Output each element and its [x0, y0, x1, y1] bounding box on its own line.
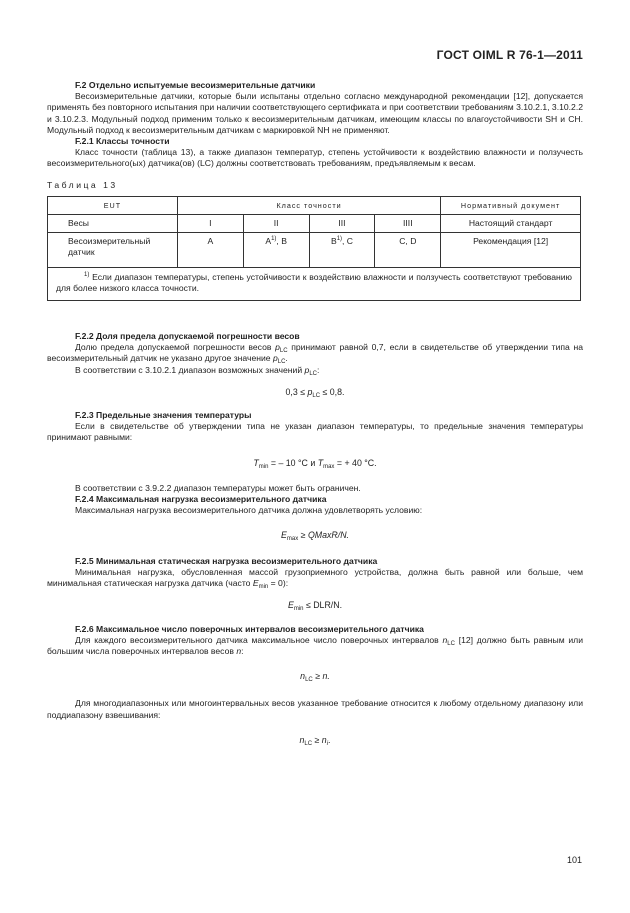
formula-part: ≥ n [314, 734, 327, 745]
cell-class-1: I [177, 215, 243, 233]
formula-plc-range [47, 387, 583, 398]
cell-lc-class-3 [309, 233, 375, 267]
table-caption: Таблица 13 [47, 179, 118, 190]
cell-lc-class-3-rest: , C [342, 236, 354, 247]
subscript-lc: LC [305, 677, 313, 684]
table-footnote [48, 267, 581, 300]
section-heading-f21: F.2.1 Классы точности [75, 136, 170, 147]
subscript-lc: LC [277, 359, 286, 366]
header-normative-doc: Нормативный документ [441, 196, 581, 214]
formula-temperature [47, 458, 583, 469]
text-run: Для каждого весоизмерительного датчика максимальное число поверочных интервалов [75, 634, 439, 645]
subscript-lc: LC [309, 370, 317, 377]
section-heading-f23: F.2.3 Предельные значения температуры [75, 410, 252, 421]
paragraph-f21: Класс точности (таблица 13), а также диапазон температур, степень устойчивости к воздействию влажности и ползучесть весоизмерительного(ых) датчика(ов) (LC) должны соответствовать требованиям, предъявляемым к весам. [47, 147, 583, 169]
subscript-lc: LC [447, 640, 455, 647]
symbol-p: p [272, 353, 278, 364]
formula-part: = + 40 °С. [336, 457, 377, 468]
formula-nlc-ni: $n_{LC} \ge n_i$. [299, 734, 331, 747]
cell-lc-class-2 [243, 233, 309, 267]
cell-norm-recommendation: Рекомендация [12] [441, 233, 581, 267]
formula-part: 0,3 ≤ [285, 386, 306, 397]
section-heading-f24: F.2.4 Максимальная нагрузка весоизмерительного датчика [75, 494, 327, 505]
paragraph-f22-1: Долю предела допускаемой погрешности весов $p_{LC}$ принимают равной 0,7, если в свидетельстве об утверждении типа на весоизмерительный датчик не указано другое значение $p_{LC}$. [47, 342, 583, 366]
header-accuracy-class: Класс точности [177, 196, 440, 214]
table-row [48, 215, 581, 233]
subscript-max: max [286, 536, 299, 543]
paragraph-f24: Максимальная нагрузка весоизмерительного датчика должна удовлетворять условию: [75, 505, 423, 516]
cell-eut-loadcell: Весоизмерительный датчик [48, 233, 178, 267]
subscript-lc: LC [304, 740, 313, 747]
symbol-t: T [253, 457, 259, 468]
page-content [47, 80, 583, 758]
paragraph-f26-1: Для каждого весоизмерительного датчика максимальное число поверочных интервалов $n_{LC}$ [12] должно быть равным или большим числа поверочных интервалов весов n: [47, 634, 583, 656]
subscript-min: min [293, 606, 304, 613]
footnote-mark: 1) [84, 271, 90, 278]
paragraph-f26-2: Для многодиапазонных или многоинтервальных весов указанное требование относится к любому отдельному диапазону или поддиапазону взвешивания: [47, 698, 583, 720]
paragraph-f25 [47, 567, 583, 589]
text-run: принимают равной 0,7, если в свидетельстве об утверждении типа на весоизмерительный датчик не указано другое значение [47, 342, 583, 364]
symbol-n: n [300, 671, 306, 682]
cell-class-3: III [309, 215, 375, 233]
symbol-e: E [252, 578, 259, 589]
footnote-text: Если диапазон температуры, степень устойчивости к воздействию влажности и ползучесть соответствуют требованию для более низкого класса точности. [56, 271, 572, 293]
formula-part: ≥ QMaxR/N. [300, 530, 349, 541]
paragraph-f2: Весоизмерительные датчики, которые были испытаны отдельно согласно международной рекомендации [12], допускается применять без повторного испытания при наличии соответствующего сертификата и при соответствии требованиям 3.10.2.1, 3.10.2.2 и 3.10.2.3. Модульный подход применим только к весоизмерительным датчикам, имеющим классы по влагоустойчивости SH и CH. Модульный подход к весоизмерительным датчикам с маркировкой NH не применяют. [47, 91, 583, 135]
cell-lc-class-2-main: A [265, 236, 272, 247]
cell-class-4: IIII [375, 215, 441, 233]
symbol-p: p [304, 364, 310, 375]
subscript-lc: LC [279, 348, 288, 355]
footnote-mark: 1) [271, 236, 277, 243]
paragraph-f22-2: В соответствии с 3.10.2.1 диапазон возможных значений $p_{LC}$: [75, 364, 320, 377]
page-number: 101 [566, 855, 582, 865]
subscript-i: i [326, 740, 329, 747]
text-run: [12] должно быть равным или большим числа поверочных интервалов весов [47, 634, 583, 656]
cell-lc-class-4: C, D [375, 233, 441, 267]
cell-lc-class-3-main: B [330, 236, 337, 247]
text-run: В соответствии с 3.10.2.1 диапазон возможных значений [75, 364, 303, 375]
header-eut: EUT [48, 196, 178, 214]
cell-class-2: II [243, 215, 309, 233]
paragraph-f23: Если в свидетельстве об утверждении типа не указан диапазон температуры, то предельные значения температуры принимают равными: [47, 421, 583, 443]
text-run: Минимальная нагрузка, обусловленная массой грузоприемного устройства, должна быть равной или больше, чем минимальная статическая нагрузка датчика (часто [47, 566, 583, 589]
table-header-row [48, 196, 581, 214]
document-header: ГОСТ OIML R 76-1—2011 [436, 48, 583, 62]
formula-emin [47, 600, 583, 611]
accuracy-class-table [47, 196, 581, 301]
subscript-max: max [323, 463, 335, 470]
subscript-min: min [258, 584, 269, 591]
text-run: Долю предела допускаемой погрешности весов [75, 342, 272, 353]
formula-part: ≤ DLR/N. [305, 600, 343, 611]
symbol-p: p [307, 386, 313, 397]
section-heading-f25: F.2.5 Минимальная статическая нагрузка весоизмерительного датчика [75, 555, 378, 566]
symbol-t: T [317, 457, 324, 468]
symbol-e: E [281, 530, 287, 541]
cell-lc-class-1: A [177, 233, 243, 267]
section-heading-f2: F.2 Отдельно испытуемые весоизмерительные датчики [75, 80, 316, 90]
subscript-min: min [258, 463, 269, 470]
cell-eut-scales: Весы [48, 215, 178, 233]
table-row [48, 233, 581, 267]
text-run: = 0): [270, 578, 289, 589]
formula-nlc [47, 671, 583, 682]
section-heading-f22: F.2.2 Доля предела допускаемой погрешности весов [75, 331, 300, 342]
footnote-mark: 1) [336, 236, 343, 243]
symbol-n: n [442, 634, 448, 645]
subscript-lc: LC [312, 392, 321, 399]
paragraph-f23-after: В соответствии с 3.9.2.2 диапазон температуры может быть ограничен. [75, 482, 361, 493]
cell-lc-class-2-rest: , B [276, 236, 287, 247]
symbol-e: E [287, 600, 294, 611]
section-heading-f26: F.2.6 Максимальное число поверочных интервалов весоизмерительного датчика [75, 623, 424, 634]
formula-part: ≥ n. [315, 671, 330, 682]
symbol-n: n [299, 734, 305, 745]
symbol-p: p [275, 342, 280, 353]
formula-part: ≤ 0,8. [322, 386, 345, 397]
formula-emax [47, 530, 583, 541]
formula-part: = – 10 °С и [270, 457, 316, 468]
table-note-row [48, 267, 581, 300]
symbol-n: n [236, 645, 242, 656]
cell-norm-standard: Настоящий стандарт [441, 215, 581, 233]
